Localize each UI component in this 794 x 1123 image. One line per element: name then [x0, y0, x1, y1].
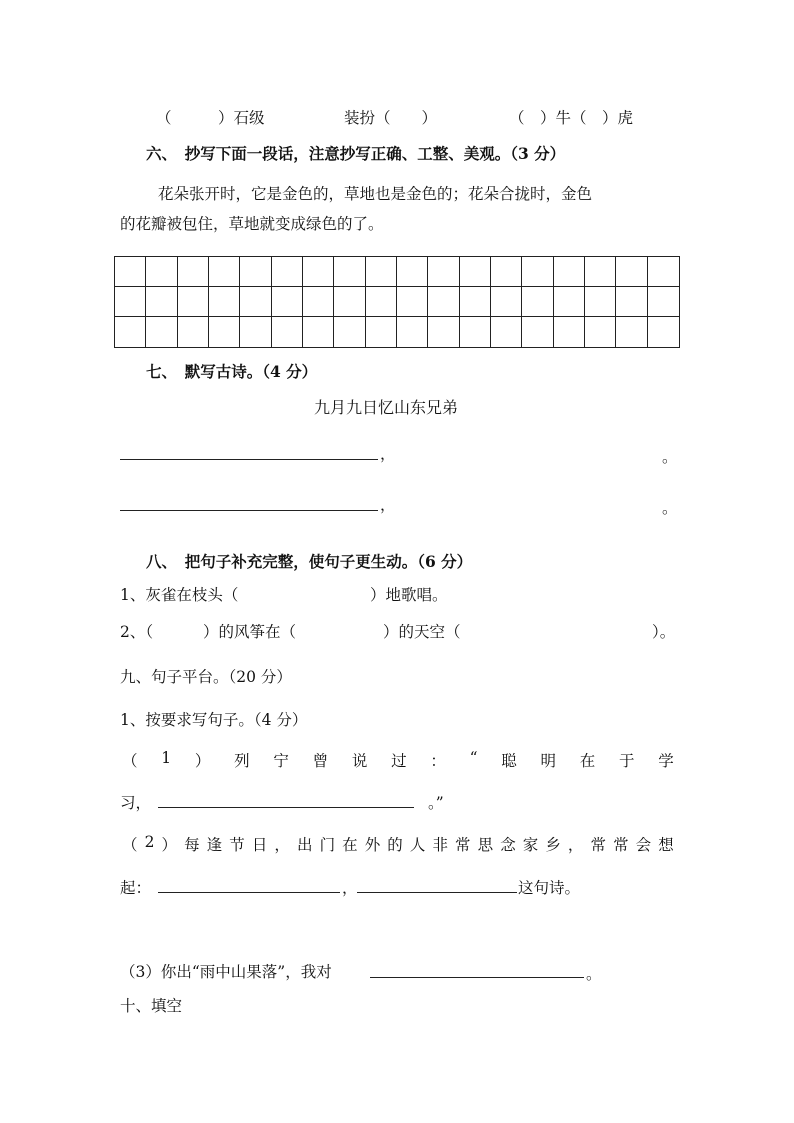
- grid-cell[interactable]: [522, 317, 553, 347]
- grid-cell[interactable]: [648, 317, 679, 347]
- grid-cell[interactable]: [334, 287, 365, 317]
- justified-char: （: [122, 752, 138, 770]
- grid-cell[interactable]: [178, 257, 209, 287]
- grid-cell[interactable]: [272, 257, 303, 287]
- grid-cell[interactable]: [366, 287, 397, 317]
- writing-grid[interactable]: [114, 256, 680, 348]
- s9-q2-line-2-start: 起：: [120, 879, 152, 897]
- justified-char: 在: [579, 752, 596, 770]
- poem-line-2-blank[interactable]: [120, 510, 378, 511]
- grid-cell[interactable]: [428, 257, 459, 287]
- justified-char: 思: [477, 836, 494, 854]
- section-7-heading: 七、 默写古诗。（4 分）: [146, 362, 318, 381]
- poem-line-2-period: 。: [662, 499, 678, 517]
- justified-char: 常: [590, 836, 607, 854]
- grid-cell[interactable]: [303, 287, 334, 317]
- poem-line-2-comma: ，: [380, 496, 396, 514]
- justified-char: 每: [184, 836, 200, 854]
- grid-cell[interactable]: [491, 287, 522, 317]
- blank-ox-tiger: （ ）牛（ ）虎: [509, 109, 634, 127]
- grid-cell[interactable]: [397, 317, 428, 347]
- grid-cell[interactable]: [334, 257, 365, 287]
- blank-stone-steps: （ ）石级: [156, 109, 265, 127]
- s8-q2-kite: ）的风筝在（: [203, 623, 297, 641]
- grid-cell[interactable]: [616, 257, 647, 287]
- grid-cell[interactable]: [178, 317, 209, 347]
- s9-q3-start: （3）你出“雨中山果落”，我对: [120, 963, 332, 981]
- section-8-heading: 八、 把句子补充完整，使句子更生动。（6 分）: [146, 552, 473, 571]
- grid-cell[interactable]: [366, 257, 397, 287]
- justified-char: 曾: [312, 752, 329, 770]
- grid-cell[interactable]: [648, 257, 679, 287]
- s8-q2-sky: ）的天空（: [383, 623, 461, 641]
- section-6-heading: 六、 抄写下面一段话，注意抄写正确、工整、美观。（3 分）: [146, 144, 566, 163]
- justified-char: 逢: [206, 836, 223, 854]
- grid-cell[interactable]: [428, 317, 459, 347]
- justified-char: 过: [391, 752, 407, 770]
- couplet-blank[interactable]: [370, 977, 584, 978]
- copy-passage-line-2: 的花瓣被包住，草地就变成绿色的了。: [120, 215, 384, 233]
- grid-cell[interactable]: [115, 287, 146, 317]
- justified-char: 出: [296, 836, 313, 854]
- s9-q2-comma: ，: [342, 879, 358, 897]
- justified-char: 会: [635, 836, 652, 854]
- grid-cell[interactable]: [209, 287, 240, 317]
- justified-char: 的: [387, 836, 403, 854]
- copy-passage-line-1: 花朵张开时，它是金色的，草地也是金色的；花朵合拢时，金色: [158, 185, 593, 203]
- grid-cell[interactable]: [146, 287, 177, 317]
- s8-q1-start: 1、灰雀在枝头（: [120, 586, 239, 604]
- justified-char: 在: [342, 836, 358, 854]
- poem-line-1-blank[interactable]: [120, 459, 378, 460]
- grid-cell[interactable]: [209, 257, 240, 287]
- s9-q3-end: 。: [586, 965, 602, 983]
- grid-cell[interactable]: [616, 287, 647, 317]
- grid-cell[interactable]: [648, 287, 679, 317]
- grid-cell[interactable]: [585, 317, 616, 347]
- s9-sub-1: 1、按要求写句子。（4 分）: [120, 711, 308, 729]
- justified-char: 门: [319, 836, 336, 854]
- grid-cell[interactable]: [303, 257, 334, 287]
- grid-cell[interactable]: [491, 257, 522, 287]
- grid-cell[interactable]: [428, 287, 459, 317]
- justified-char: ）: [161, 836, 178, 854]
- grid-cell[interactable]: [554, 317, 585, 347]
- justified-char: 学: [658, 752, 674, 770]
- justified-char: 想: [658, 836, 674, 854]
- justified-char: ）: [194, 752, 211, 770]
- justified-char: 日: [251, 836, 268, 854]
- grid-cell[interactable]: [522, 257, 553, 287]
- grid-cell[interactable]: [303, 317, 334, 347]
- s9-q1-line-1: [122, 749, 674, 771]
- grid-cell[interactable]: [460, 317, 491, 347]
- grid-cell[interactable]: [585, 257, 616, 287]
- justified-char: （: [122, 836, 138, 854]
- homesick-poem-blank-1[interactable]: [158, 892, 340, 893]
- s8-q2-end: ）。: [652, 623, 676, 641]
- justified-char: 常: [455, 836, 471, 854]
- justified-char: 外: [364, 836, 381, 854]
- section-10-heading: 十、填空: [120, 997, 183, 1015]
- justified-char: 乡: [545, 836, 561, 854]
- s9-q2-line-2-end: 这句诗。: [518, 879, 581, 897]
- grid-cell[interactable]: [240, 257, 271, 287]
- justified-char: 非: [432, 836, 448, 854]
- justified-char: ，: [567, 836, 584, 854]
- grid-cell[interactable]: [554, 287, 585, 317]
- grid-cell[interactable]: [522, 287, 553, 317]
- grid-cell[interactable]: [554, 257, 585, 287]
- justified-char: ：: [430, 752, 446, 770]
- grid-cell[interactable]: [272, 287, 303, 317]
- justified-char: 聪: [501, 752, 517, 770]
- grid-cell[interactable]: [397, 287, 428, 317]
- grid-cell[interactable]: [397, 257, 428, 287]
- justified-char: 于: [619, 752, 635, 770]
- grid-cell[interactable]: [272, 317, 303, 347]
- grid-cell[interactable]: [115, 317, 146, 347]
- grid-cell[interactable]: [460, 257, 491, 287]
- s8-q1-end: ）地歌唱。: [370, 586, 448, 604]
- homesick-poem-blank-2[interactable]: [357, 892, 517, 893]
- s9-q1-line-2-start: 习，: [120, 794, 152, 812]
- poem-line-1-period: 。: [662, 448, 678, 466]
- justified-char: 宁: [273, 752, 289, 770]
- justified-char: 人: [409, 836, 426, 854]
- grid-cell[interactable]: [240, 317, 271, 347]
- section-9-heading: 九、句子平台。（20 分）: [120, 668, 292, 686]
- grid-cell[interactable]: [146, 257, 177, 287]
- justified-char: 明: [540, 752, 557, 770]
- grid-cell[interactable]: [209, 317, 240, 347]
- grid-cell[interactable]: [460, 287, 491, 317]
- grid-cell[interactable]: [146, 317, 177, 347]
- justified-char: ，: [274, 836, 290, 854]
- poem-title: 九月九日忆山东兄弟: [314, 398, 459, 417]
- justified-char: “: [469, 749, 478, 767]
- lenin-quote-blank[interactable]: [158, 807, 414, 808]
- grid-cell[interactable]: [585, 287, 616, 317]
- grid-cell[interactable]: [334, 317, 365, 347]
- grid-cell[interactable]: [240, 287, 271, 317]
- justified-char: 列: [234, 752, 250, 770]
- justified-char: 常: [613, 836, 629, 854]
- justified-char: 家: [522, 836, 539, 854]
- grid-cell[interactable]: [366, 317, 397, 347]
- justified-char: 说: [351, 752, 368, 770]
- justified-char: 2: [144, 833, 155, 851]
- justified-char: 节: [229, 836, 245, 854]
- grid-cell[interactable]: [616, 317, 647, 347]
- grid-cell[interactable]: [115, 257, 146, 287]
- poem-line-1-comma: ，: [380, 445, 396, 463]
- justified-char: 1: [161, 749, 172, 767]
- s8-q2-start: 2、（: [120, 623, 154, 641]
- grid-cell[interactable]: [178, 287, 209, 317]
- s9-q2-line-1: [122, 833, 674, 855]
- blank-dress-up: 装扮（ ）: [344, 109, 438, 127]
- justified-char: 念: [500, 836, 516, 854]
- grid-cell[interactable]: [491, 317, 522, 347]
- s9-q1-line-2-end: 。”: [428, 794, 444, 812]
